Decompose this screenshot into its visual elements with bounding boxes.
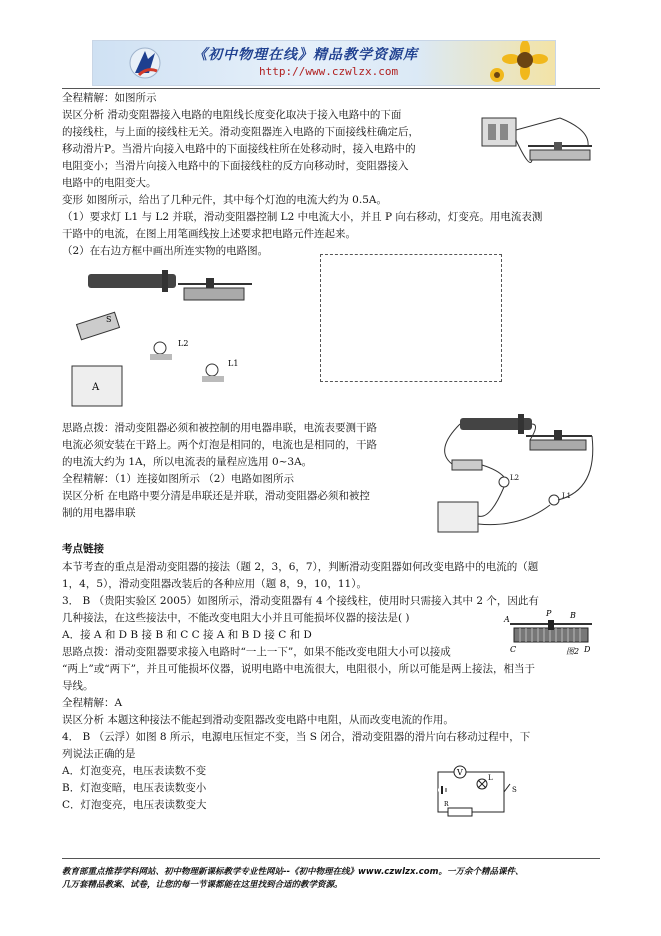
voltmeter-label: V [457, 768, 463, 777]
mistake-analysis-line: 误区分析 在电路中要分清是串联还是并联，滑动变阻器必须和被控 [62, 490, 370, 502]
answer-line: 全程精解：（1）连接如图所示 （2）电路如图所示 [62, 473, 294, 485]
banner-url[interactable]: http://www.czwlzx.com [259, 65, 399, 78]
question-4-line: 4． B （云浮）如图 8 所示，电源电压恒定不变，当 S 闭合，滑动变阻器的滑片向右移动过程中，下 [62, 731, 531, 743]
figure-caption: 图2 [566, 647, 580, 656]
terminal-label: B [570, 611, 576, 620]
paragraph-line: 误区分析 滑动变阻器接入电路的电阻线长度变化取决于接入电路中的下面 [62, 109, 402, 121]
lamp-label: L1 [228, 359, 239, 368]
ammeter-label: A [92, 382, 100, 393]
logo-icon [115, 41, 175, 85]
switch-label: S [106, 315, 112, 324]
terminal-label: D [584, 645, 591, 654]
rheostat-label: R [444, 801, 449, 808]
hint-line: 电流必须安装在干路上。两个灯泡是相同的，电流也是相同的，干路 [62, 439, 377, 451]
question-4-option-c: C．灯泡变亮，电压表读数变大 [62, 799, 207, 811]
hint-line: 思路点拨：滑动变阻器必须和被控制的用电器串联，电流表要测干路 [62, 422, 377, 434]
question-part-1: （1）要求灯 L1 与 L2 并联，滑动变阻器控制 L2 中电流大小，并且 P 向右移动，灯变亮。用电流表测 [62, 211, 543, 223]
lamp-label: L2 [178, 339, 189, 348]
section-title: 考点链接 [62, 543, 104, 555]
connected-circuit-figure [430, 410, 600, 536]
hint-line: 的电流大约为 1A，所以电流表的量程应选用 0~3A。 [62, 456, 313, 468]
rheostat-figure-2 [500, 608, 598, 656]
paragraph-line: 移动滑片P。当滑片向接入电路中的下面接线柱所在处移动时，接入电路中的 [62, 143, 416, 155]
footer-line: 几万套精品教案、试卷，让您的每一节课都能在这里找到合适的教学资源。 [62, 880, 343, 890]
paragraph-line: 电阻变小；当滑片向接入电路中的下面接线柱的反方向移动时，变阻器接入 [62, 160, 409, 172]
slider-label: P [546, 609, 552, 618]
question-4-option-a: A．灯泡变亮，电压表读数不变 [62, 765, 207, 777]
answer-drawing-box [320, 254, 502, 382]
question-part-2: （2）在右边方框中画出所连实物的电路图。 [62, 245, 269, 257]
variant-question: 变形 如图所示，给出了几种元件，其中每个灯泡的电流大约为 0.5A。 [62, 194, 387, 206]
answer-label: 全程精解：如图所示 [62, 92, 157, 104]
paragraph-line: 的接线柱，与上面的接线柱无关。滑动变阻器连入电路的下面接线柱确定后， [62, 126, 419, 138]
header-banner [92, 40, 556, 86]
header-divider [62, 88, 600, 89]
paragraph-line: 电路中的电阻变大。 [62, 177, 157, 189]
terminal-label: C [510, 645, 517, 654]
circuit-diagram-figure-8 [428, 762, 528, 822]
mistake-analysis-line: 制的用电器串联 [62, 507, 136, 519]
question-part-1-cont: 干路中的电流，在图上用笔画线按上述要求把电路元件连起来。 [62, 228, 356, 240]
paragraph-line: 1，4，5），滑动变阻器改装后的各种应用（题 8，9，10，11）。 [62, 578, 367, 590]
footer-line: 教育部重点推荐学科网站、初中物理新课标教学专业性网站--《初中物理在线》www.czwlzx.com。一万余个精品课件、 [62, 867, 524, 877]
lamp-label: L2 [510, 474, 520, 482]
paragraph-line: 本节考查的重点是滑动变阻器的接法（题 2，3，6，7），判断滑动变阻器如何改变电路中的电流的（题 [62, 561, 539, 573]
circuit-components-figure [66, 262, 256, 422]
lamp-label: L1 [562, 492, 572, 500]
switch-label: S [512, 786, 517, 794]
footer-divider [62, 858, 600, 859]
question-4-line: 列说法正确的是 [62, 748, 136, 760]
sunflower-icon [485, 41, 555, 85]
answer-line: 全程精解：A [62, 697, 123, 709]
banner-title: 《初中物理在线》精品教学资源库 [193, 47, 418, 63]
question-3-line: 几种接法，在这些接法中，不能改变电阻大小并且可能损坏仪器的接法是( ) [62, 612, 410, 624]
lamp-label: L [488, 774, 493, 782]
mistake-analysis-line: 误区分析 本题这种接法不能起到滑动变阻器改变电路中电阻，从而改变电流的作用。 [62, 714, 454, 726]
hint-line: 导线。 [62, 680, 94, 692]
question-3-options: A．接 A 和 D B 接 B 和 C C 接 A 和 B D 接 C 和 D [62, 629, 312, 641]
hint-line: “两上”或“两下”，并且可能损坏仪器，说明电路中电流很大，电阻很小，所以可能是两上接法，相当于 [62, 663, 535, 675]
question-3-line: 3． B （贵阳实验区 2005）如图所示，滑动变阻器有 4 个接线柱，使用时只需接入其中 2 个，因此有 [62, 595, 539, 607]
question-4-option-b: B．灯泡变暗，电压表读数变小 [62, 782, 207, 794]
rheostat-sketch-figure [470, 100, 600, 180]
terminal-label: A [504, 615, 510, 624]
hint-line: 思路点拨：滑动变阻器要求接入电路时“一上一下”，如果不能改变电阻大小可以接成 [62, 646, 451, 658]
